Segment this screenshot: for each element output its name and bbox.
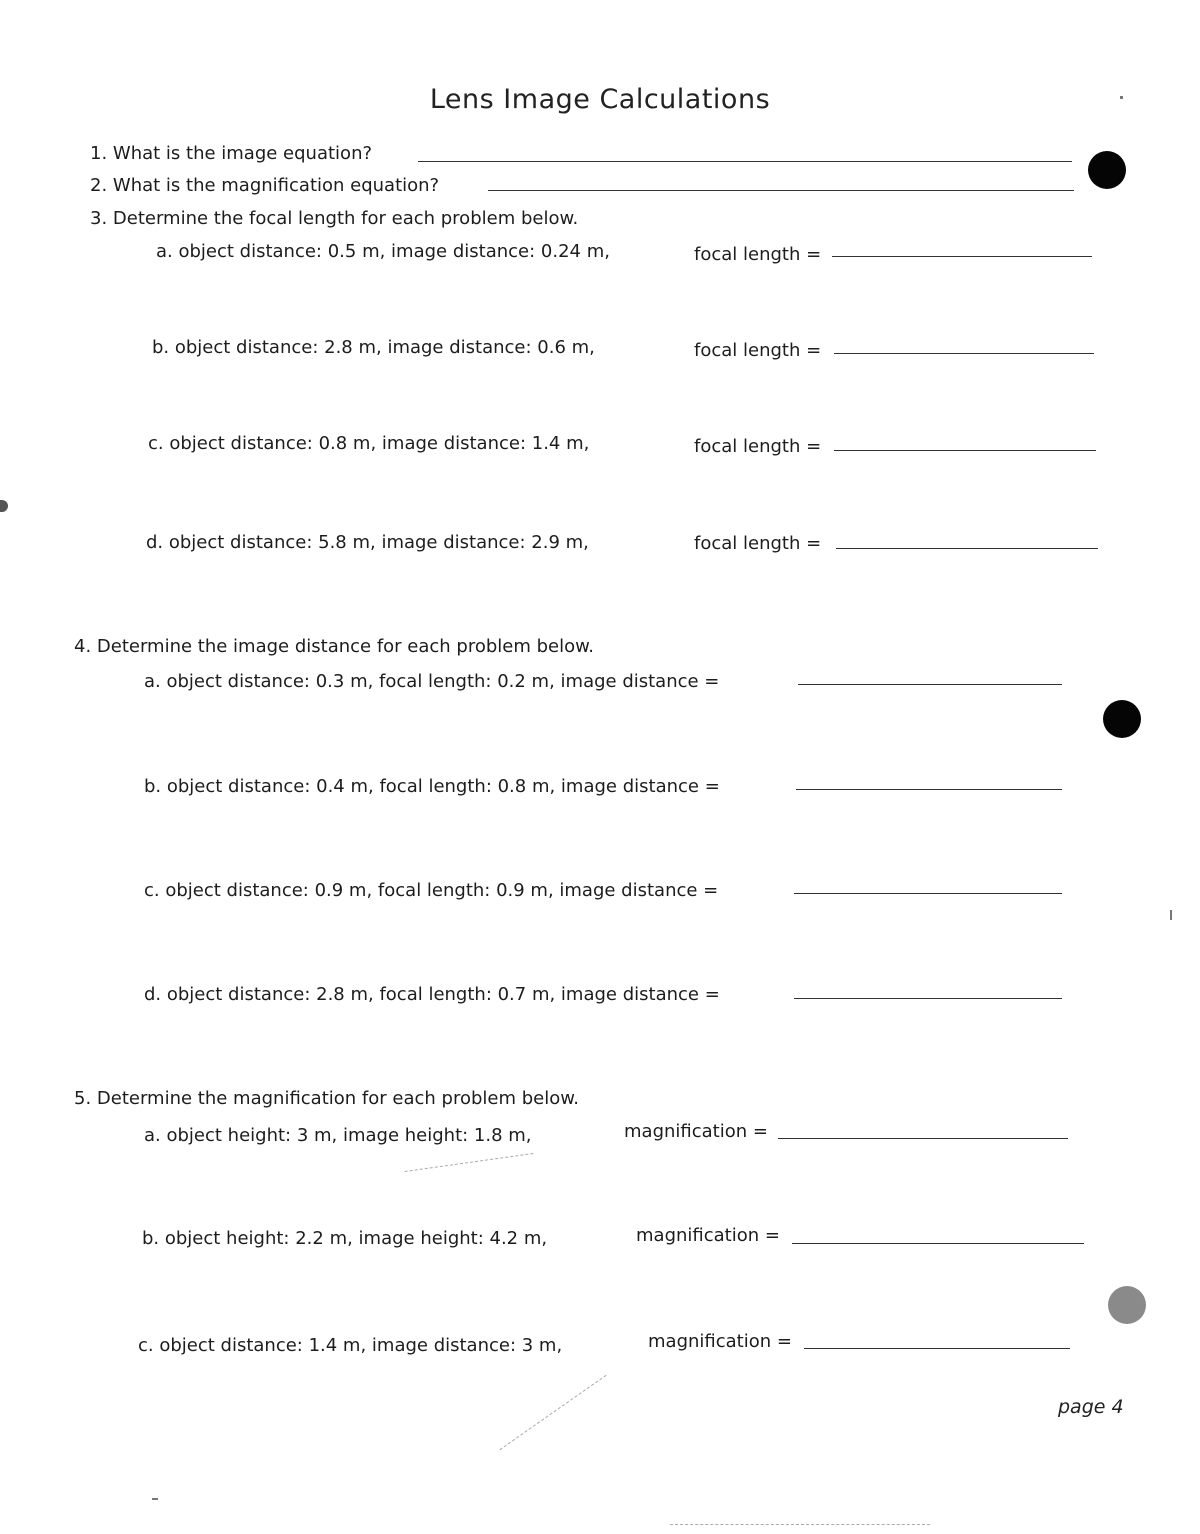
q4-item-c-answer-blank[interactable]: [794, 893, 1062, 894]
q3-item-c-answer-blank[interactable]: [834, 450, 1096, 451]
scan-mark: [499, 1375, 606, 1450]
punch-hole-middle: [1103, 700, 1141, 738]
q3-item-c-label: focal length =: [694, 436, 822, 457]
q5-item-a-answer-blank[interactable]: [778, 1138, 1068, 1139]
q4-item-b-answer-blank[interactable]: [796, 789, 1062, 790]
q4-item-b: b. object distance: 0.4 m, focal length: 0.8 m, image distance =: [144, 776, 720, 797]
q3-item-b-answer-blank[interactable]: [834, 353, 1094, 354]
q3-item-d-label: focal length =: [694, 533, 822, 554]
question-5-prompt: 5. Determine the magnification for each problem below.: [74, 1088, 580, 1109]
q3-item-d: d. object distance: 5.8 m, image distance: 2.9 m,: [146, 532, 589, 553]
punch-hole-top: [1088, 151, 1126, 189]
q3-item-d-answer-blank[interactable]: [836, 548, 1098, 549]
q3-item-c: c. object distance: 0.8 m, image distance: 1.4 m,: [148, 433, 590, 454]
q5-item-b: b. object height: 2.2 m, image height: 4.2 m,: [142, 1228, 548, 1249]
q3-item-b: b. object distance: 2.8 m, image distance: 0.6 m,: [152, 337, 595, 358]
q4-item-d-answer-blank[interactable]: [794, 998, 1062, 999]
scan-mark: [405, 1153, 534, 1172]
scan-mark: [670, 1524, 930, 1525]
q5-item-a: a. object height: 3 m, image height: 1.8 m,: [144, 1125, 532, 1146]
q5-item-b-answer-blank[interactable]: [792, 1243, 1084, 1244]
question-4-prompt: 4. Determine the image distance for each problem below.: [74, 636, 594, 657]
q4-item-c: c. object distance: 0.9 m, focal length: 0.9 m, image distance =: [144, 880, 719, 901]
q3-item-a-label: focal length =: [694, 244, 822, 265]
scan-speck: [152, 1498, 158, 1500]
question-3-prompt: 3. Determine the focal length for each problem below.: [90, 208, 579, 229]
question-1-answer-blank[interactable]: [418, 161, 1072, 162]
q4-item-d: d. object distance: 2.8 m, focal length: 0.7 m, image distance =: [144, 984, 720, 1005]
q5-item-c-label: magnification =: [648, 1331, 792, 1352]
scan-speck: [1120, 96, 1123, 99]
q3-item-a-answer-blank[interactable]: [832, 256, 1092, 257]
q4-item-a-answer-blank[interactable]: [798, 684, 1062, 685]
punch-hole-bottom: [1108, 1286, 1146, 1324]
q5-item-a-label: magnification =: [624, 1121, 768, 1142]
scan-speck: [1170, 910, 1172, 920]
q3-item-b-label: focal length =: [694, 340, 822, 361]
q5-item-b-label: magnification =: [636, 1225, 780, 1246]
question-2-answer-blank[interactable]: [488, 190, 1074, 191]
question-1: 1. What is the image equation?: [90, 143, 373, 164]
q3-item-a: a. object distance: 0.5 m, image distance: 0.24 m,: [156, 241, 610, 262]
q4-item-a: a. object distance: 0.3 m, focal length: 0.2 m, image distance =: [144, 671, 720, 692]
scan-edge-mark: [0, 500, 8, 512]
q5-item-c: c. object distance: 1.4 m, image distance: 3 m,: [138, 1335, 563, 1356]
page-title: Lens Image Calculations: [429, 84, 771, 115]
q5-item-c-answer-blank[interactable]: [804, 1348, 1070, 1349]
question-2: 2. What is the magnification equation?: [90, 175, 440, 196]
page-number: page 4: [1058, 1396, 1124, 1418]
